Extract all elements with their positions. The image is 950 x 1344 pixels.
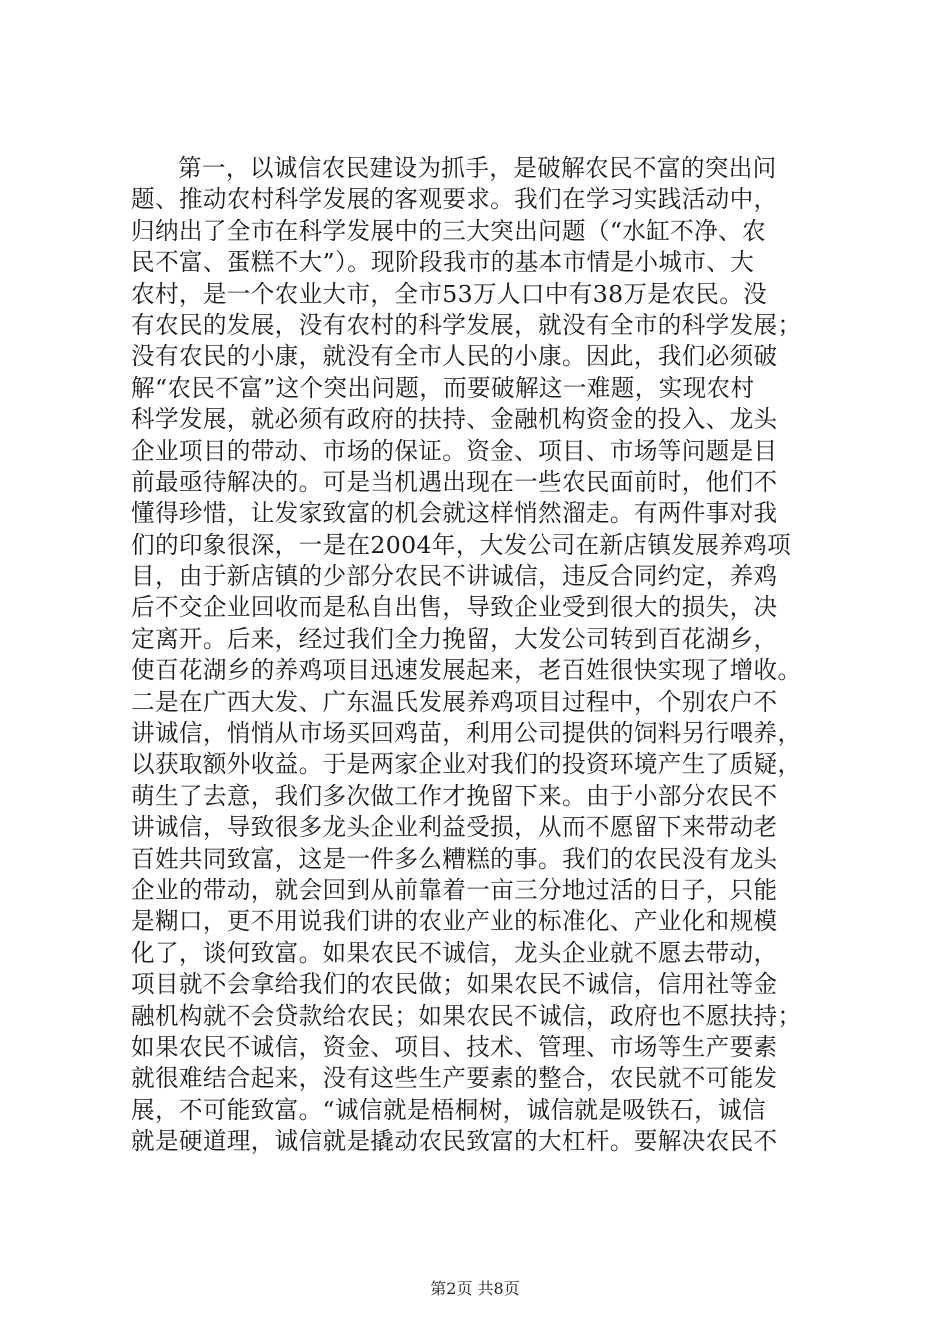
text-line: 有农民的发展，没有农村的科学发展，就没有全市的科学发展； (131, 310, 802, 339)
text-line: 就是硬道理，诚信就是撬动农民致富的大杠杆。要解决农民不 (131, 1127, 778, 1156)
text-line: 民不富、蛋糕不大”）。现阶段我市的基本市情是小城市、大 (131, 248, 755, 277)
text-line: 归纳出了全市在科学发展中的三大突出问题（“水缸不净、农 (131, 216, 766, 245)
text-line: 懂得珍惜，让发家致富的机会就这样悄然溜走。有两件事对我 (131, 499, 778, 528)
text-line: 目，由于新店镇的少部分农民不讲诚信，违反合同约定，养鸡 (131, 562, 778, 591)
text-line: 第一，以诚信农民建设为抓手，是破解农民不富的突出问 (178, 154, 777, 182)
text-line: 企业的带动，就会回到从前靠着一亩三分地过活的日子，只能 (131, 875, 778, 904)
text-line: 科学发展，就必须有政府的扶持、金融机构资金的投入、龙头 (131, 405, 778, 434)
text-line: 是糊口，更不用说我们讲的农业产业的标准化、产业化和规模 (131, 907, 778, 936)
text-line: 融机构就不会贷款给农民；如果农民不诚信，政府也不愿扶持； (131, 1001, 802, 1030)
text-line: 化了，谈何致富。如果农民不诚信，龙头企业就不愿去带动， (131, 938, 778, 967)
text-line: 项目就不会拿给我们的农民做；如果农民不诚信，信用社等金 (131, 970, 778, 999)
text-line: 百姓共同致富，这是一件多么糟糕的事。我们的农民没有龙头 (131, 844, 778, 873)
text-line: 后不交企业回收而是私自出售，导致企业受到很大的损失，决 (131, 593, 778, 622)
text-line: 讲诚信，导致很多龙头企业利益受损，从而不愿留下来带动老 (131, 813, 778, 842)
text-line: 定离开。后来，经过我们全力挽留，大发公司转到百花湖乡， (131, 624, 778, 653)
text-line: 们的印象很深，一是在2004年，大发公司在新店镇发展养鸡项 (131, 530, 792, 559)
text-line: 如果农民不诚信，资金、项目、技术、管理、市场等生产要素 (131, 1032, 778, 1061)
text-line: 农村，是一个农业大市，全市53万人口中有38万是农民。没 (131, 279, 768, 308)
text-line: 以获取额外收益。于是两家企业对我们的投资环境产生了质疑， (131, 750, 802, 779)
text-line: 解“农民不富”这个突出问题，而要破解这一难题，实现农村 (131, 373, 755, 402)
text-line: 题、推动农村科学发展的客观要求。我们在学习实践活动中， (131, 185, 778, 214)
text-line: 二是在广西大发、广东温氏发展养鸡项目过程中，个别农户不 (131, 687, 778, 716)
body-paragraph (131, 153, 851, 1158)
text-line: 讲诚信，悄悄从市场买回鸡苗，利用公司提供的饲料另行喂养， (131, 719, 802, 748)
text-line: 没有农民的小康，就没有全市人民的小康。因此，我们必须破 (131, 342, 778, 371)
text-line: 展，不可能致富。“诚信就是梧桐树，诚信就是吸铁石，诚信 (131, 1095, 766, 1124)
text-line: 使百花湖乡的养鸡项目迅速发展起来，老百姓很快实现了增收。 (131, 656, 802, 685)
text-line: 企业项目的带动、市场的保证。资金、项目、市场等问题是目 (131, 436, 778, 465)
text-line: 就很难结合起来，没有这些生产要素的整合，农民就不可能发 (131, 1064, 778, 1093)
text-line: 前最亟待解决的。可是当机遇出现在一些农民面前时，他们不 (131, 467, 778, 496)
page-number-footer: 第2页 共8页 (430, 1279, 520, 1298)
text-line: 萌生了去意，我们多次做工作才挽留下来。由于小部分农民不 (131, 781, 778, 810)
